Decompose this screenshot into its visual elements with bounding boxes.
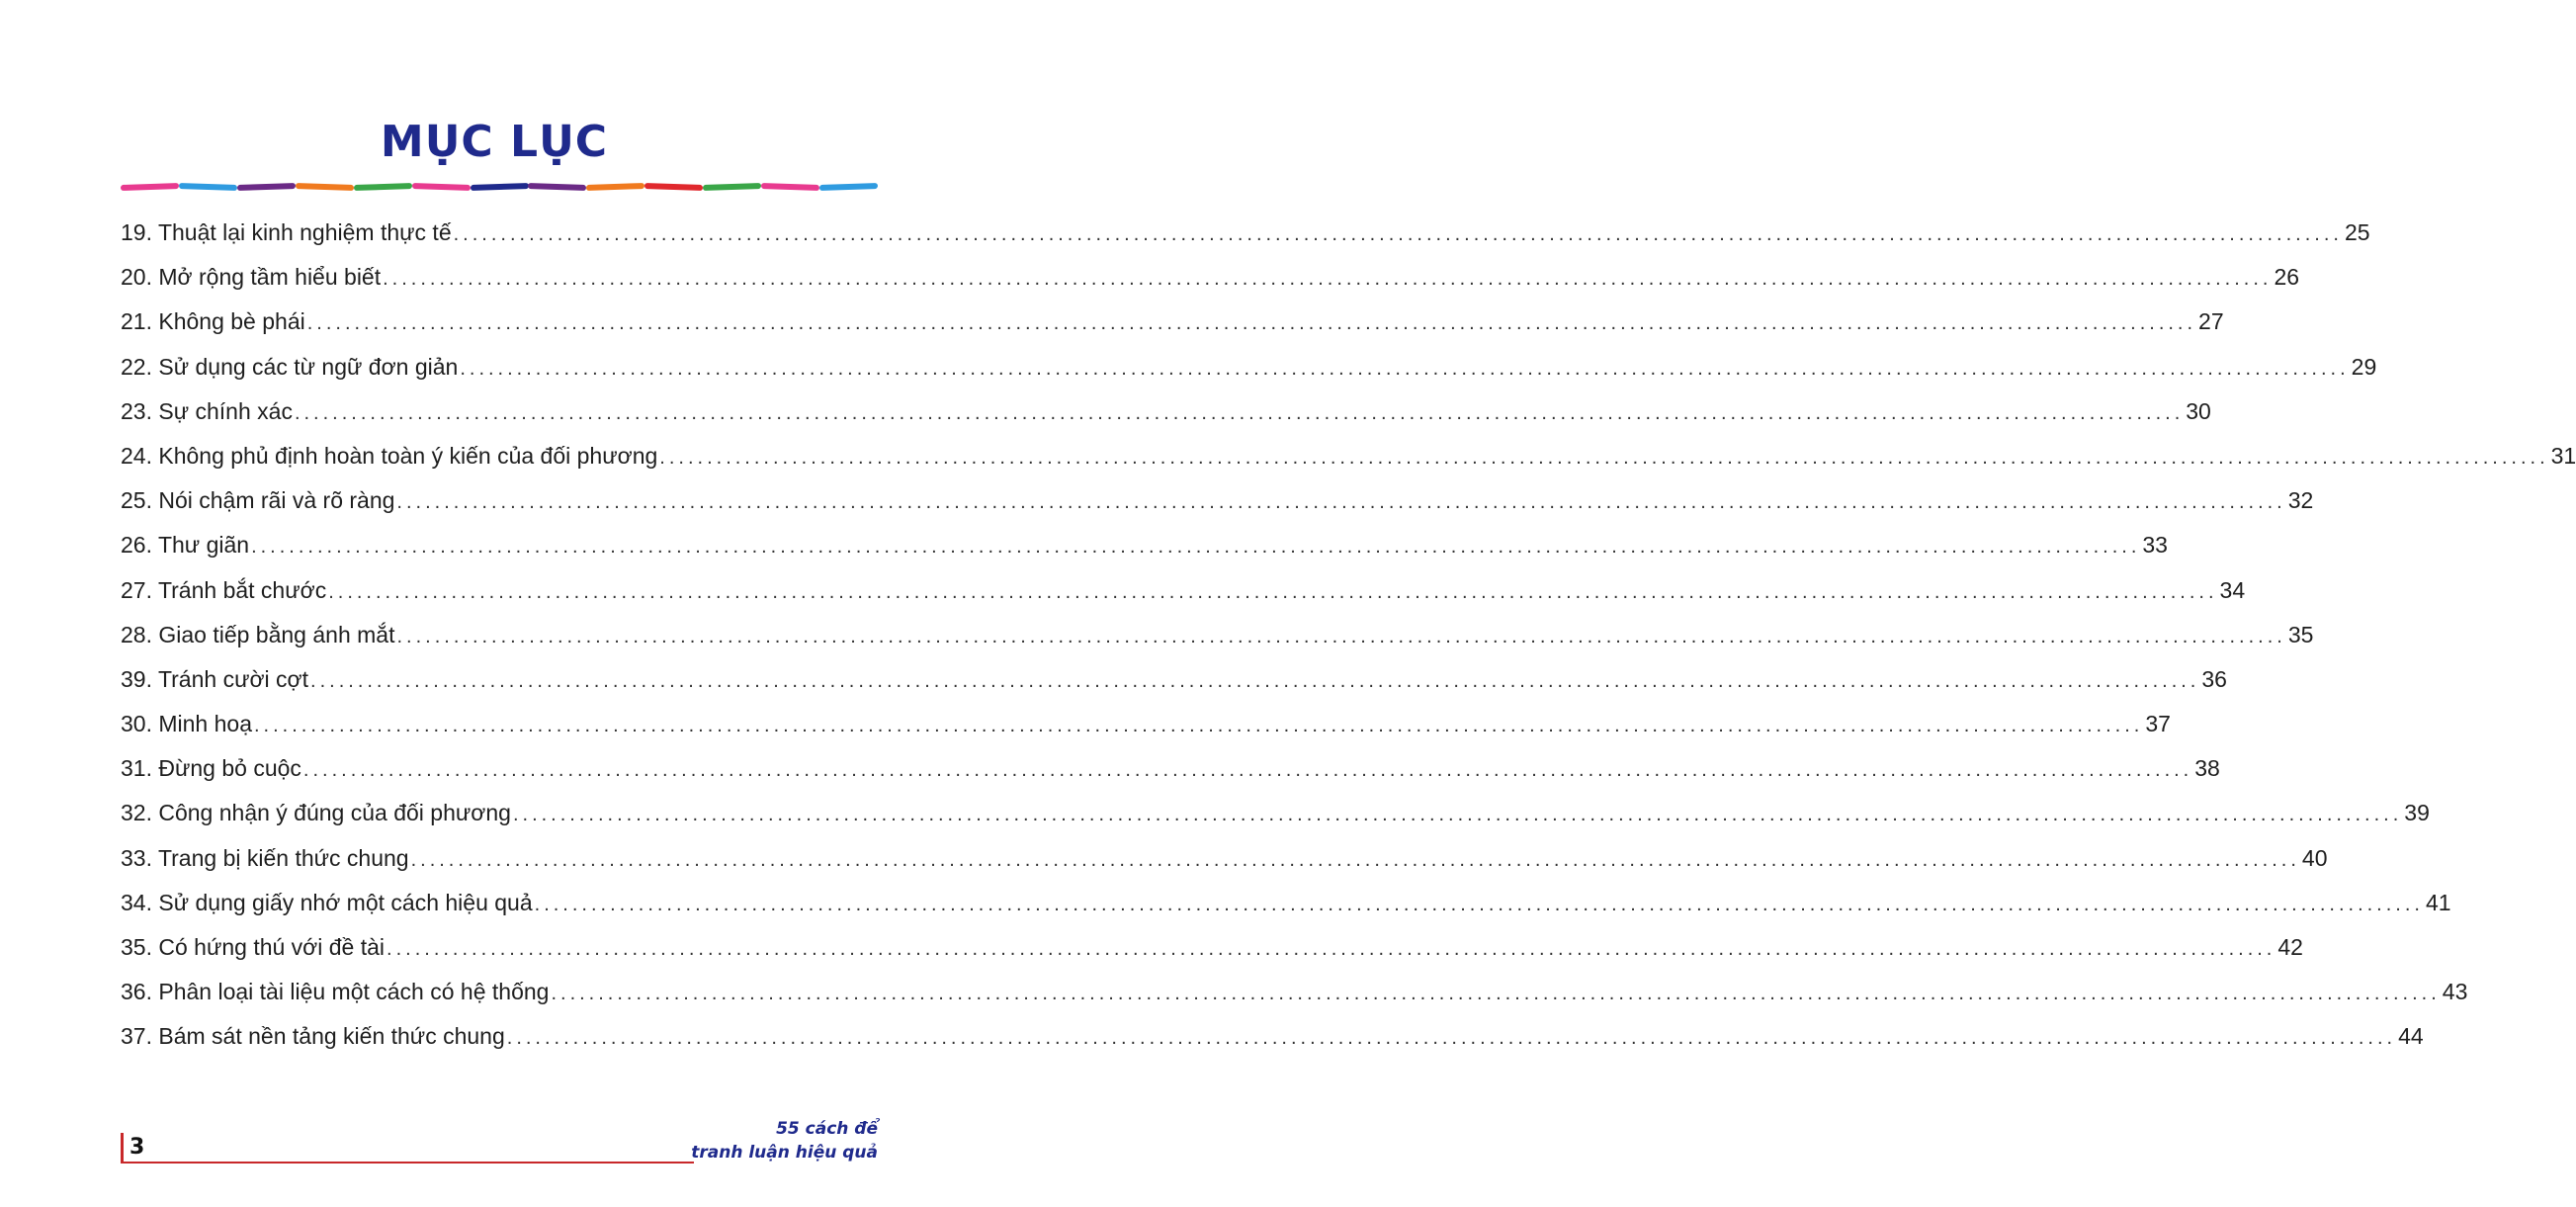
toc-entry-label: 31. Đừng bỏ cuộc bbox=[121, 755, 301, 782]
toc-entry-page: 44 bbox=[2398, 1023, 2424, 1050]
divider-segment bbox=[121, 183, 179, 191]
toc-entry[interactable] bbox=[121, 889, 2451, 934]
dot-leader: ........................................................................................................................................................................................................ bbox=[453, 223, 2343, 245]
divider-segment bbox=[703, 183, 761, 191]
dot-leader: ........................................................................................................................................................................................................ bbox=[383, 268, 2273, 291]
toc-entry[interactable] bbox=[121, 487, 2314, 532]
toc-entry[interactable] bbox=[121, 308, 2224, 353]
divider-segment bbox=[296, 183, 354, 191]
dot-leader: ........................................................................................................................................................................................................ bbox=[306, 312, 2197, 335]
toc-entry-label: 24. Không phủ định hoàn toàn ý kiến của đối phương bbox=[121, 442, 658, 469]
dot-leader: ........................................................................................................................................................................................................ bbox=[460, 357, 2350, 380]
dot-leader: ........................................................................................................................................................................................................ bbox=[512, 804, 2403, 826]
toc-entry-label: 19. Thuật lại kinh nghiệm thực tế bbox=[121, 219, 452, 245]
toc-entry-label: 30. Minh hoạ bbox=[121, 711, 252, 737]
toc-entry-label: 39. Tránh cười cợt bbox=[121, 665, 309, 692]
toc-entry-label: 23. Sự chính xác bbox=[121, 397, 293, 424]
divider-segment bbox=[354, 183, 412, 191]
toc-entry-page: 43 bbox=[2442, 979, 2468, 1005]
toc-entry-label: 26. Thư giãn bbox=[121, 532, 250, 559]
divider-segment bbox=[644, 183, 703, 191]
toc-entry[interactable] bbox=[121, 979, 2468, 1023]
toc-entry[interactable] bbox=[121, 219, 2370, 264]
dot-leader: ........................................................................................................................................................................................................ bbox=[310, 669, 2200, 692]
toc-entry[interactable] bbox=[121, 353, 2377, 398]
toc-entry-label: 21. Không bè phái bbox=[121, 308, 305, 335]
toc-entry-label: 35. Có hứng thú với đề tài bbox=[121, 934, 386, 960]
toc-entry[interactable] bbox=[121, 711, 2171, 755]
dot-leader: ........................................................................................................................................................................................................ bbox=[410, 848, 2300, 871]
toc-entry-label: 33. Trang bị kiến thức chung bbox=[121, 844, 409, 871]
dot-leader: ........................................................................................................................................................................................................ bbox=[253, 715, 2144, 737]
toc-entry-label: 37. Bám sát nền tảng kiến thức chung bbox=[121, 1023, 505, 1050]
footer-rule bbox=[121, 1162, 694, 1164]
dot-leader: ........................................................................................................................................................................................................ bbox=[396, 491, 2286, 514]
book-title-line-1: 55 cách để bbox=[776, 1119, 878, 1139]
toc-entry[interactable] bbox=[121, 844, 2328, 890]
toc-entry[interactable] bbox=[121, 621, 2314, 666]
dot-leader: ........................................................................................................................................................................................................ bbox=[294, 401, 2185, 424]
toc-entry-page: 27 bbox=[2198, 308, 2224, 335]
toc-entry[interactable] bbox=[121, 264, 2300, 308]
dot-leader: ........................................................................................................................................................................................................ bbox=[396, 625, 2286, 647]
toc-entry-page: 40 bbox=[2301, 844, 2328, 871]
toc-entry-page: 39 bbox=[2404, 800, 2430, 826]
toc-entry[interactable] bbox=[121, 532, 2168, 576]
divider-segment bbox=[237, 183, 296, 191]
divider-segment bbox=[819, 183, 878, 191]
toc-entry-page: 41 bbox=[2425, 889, 2451, 915]
toc-entry-label: 20. Mở rộng tầm hiểu biết bbox=[121, 264, 382, 291]
page-number: 3 bbox=[121, 1133, 144, 1163]
book-title-line-2: tranh luận hiệu quả bbox=[691, 1143, 878, 1163]
page-title: MỤC LỤC bbox=[380, 117, 609, 167]
dot-leader: ........................................................................................................................................................................................................ bbox=[328, 580, 2218, 603]
dot-leader: ........................................................................................................................................................................................................ bbox=[551, 983, 2441, 1005]
toc-entry-page: 38 bbox=[2194, 755, 2220, 782]
toc-entry[interactable] bbox=[121, 800, 2430, 844]
dot-leader: ........................................................................................................................................................................................................ bbox=[659, 446, 2549, 469]
dot-leader: ........................................................................................................................................................................................................ bbox=[534, 893, 2424, 915]
toc-entry[interactable] bbox=[121, 1023, 2424, 1068]
toc-entry-page: 37 bbox=[2145, 711, 2171, 737]
divider-segment bbox=[412, 183, 471, 191]
divider-segment bbox=[179, 183, 237, 191]
book-title bbox=[691, 1117, 878, 1164]
divider-segment bbox=[528, 183, 586, 191]
toc-entry-label: 32. Công nhận ý đúng của đối phương bbox=[121, 800, 511, 826]
divider-segment bbox=[586, 183, 644, 191]
divider-segment bbox=[471, 183, 529, 191]
dot-leader: ........................................................................................................................................................................................................ bbox=[386, 938, 2276, 960]
dot-leader: ........................................................................................................................................................................................................ bbox=[251, 536, 2141, 559]
dot-leader: ........................................................................................................................................................................................................ bbox=[506, 1027, 2397, 1050]
toc-entry-page: 36 bbox=[2201, 665, 2227, 692]
toc-entry-page: 42 bbox=[2277, 934, 2303, 960]
toc-entry[interactable] bbox=[121, 755, 2220, 800]
toc-entry-label: 34. Sử dụng giấy nhớ một cách hiệu quả bbox=[121, 889, 533, 915]
toc-entry-page: 26 bbox=[2274, 264, 2300, 291]
toc-entry-page: 33 bbox=[2142, 532, 2168, 559]
toc-entry-label: 25. Nói chậm rãi và rõ ràng bbox=[121, 487, 395, 514]
table-of-contents bbox=[121, 219, 2576, 1069]
toc-entry-label: 28. Giao tiếp bằng ánh mắt bbox=[121, 621, 395, 647]
toc-entry-label: 36. Phân loại tài liệu một cách có hệ thống bbox=[121, 979, 550, 1005]
toc-entry-label: 27. Tránh bắt chước bbox=[121, 576, 327, 603]
toc-entry[interactable] bbox=[121, 576, 2246, 622]
toc-entry-page: 31 bbox=[2550, 442, 2576, 469]
toc-entry-label: 22. Sử dụng các từ ngữ đơn giản bbox=[121, 353, 459, 380]
toc-entry[interactable] bbox=[121, 442, 2576, 487]
toc-entry[interactable] bbox=[121, 934, 2303, 979]
toc-entry[interactable] bbox=[121, 397, 2211, 443]
toc-entry-page: 30 bbox=[2186, 397, 2211, 424]
toc-entry-page: 35 bbox=[2287, 621, 2314, 647]
toc-entry[interactable] bbox=[121, 665, 2227, 711]
decorative-divider bbox=[121, 182, 878, 192]
toc-entry-page: 34 bbox=[2219, 576, 2246, 603]
dot-leader: ........................................................................................................................................................................................................ bbox=[302, 759, 2193, 782]
toc-entry-page: 32 bbox=[2287, 487, 2314, 514]
toc-entry-page: 25 bbox=[2344, 219, 2370, 245]
divider-segment bbox=[761, 183, 819, 191]
toc-entry-page: 29 bbox=[2351, 353, 2377, 380]
